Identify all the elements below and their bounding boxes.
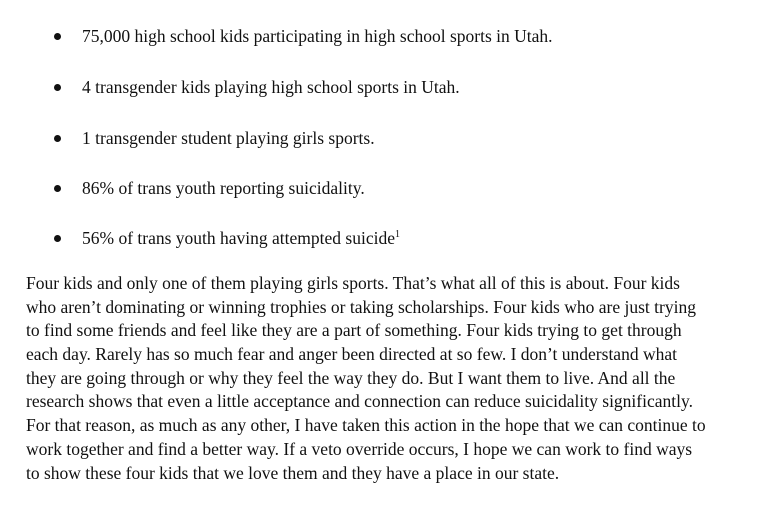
bullet-icon	[54, 235, 61, 242]
list-item	[0, 226, 772, 250]
footnote-reference: 1	[394, 229, 400, 241]
list-item	[0, 176, 772, 200]
list-item-text: 1 transgender student playing girls sports.	[82, 128, 375, 148]
paragraph-line: to find some friends and feel like they are a part of something. Four kids trying to get through	[26, 320, 682, 341]
paragraph-line: Four kids and only one of them playing girls sports. That’s what all of this is about. Four kids	[26, 273, 680, 293]
list-item-text: 4 transgender kids playing high school sports in Utah.	[82, 77, 460, 97]
list-item-text-main: 56% of trans youth having attempted suicide	[82, 228, 395, 248]
list-item	[0, 24, 772, 48]
paragraph-line: For that reason, as much as any other, I have taken this action in the hope that we can continue to	[26, 415, 706, 436]
paragraph-line: research shows that even a little acceptance and connection can reduce suicidality significantly.	[26, 391, 693, 412]
bullet-icon	[54, 84, 61, 91]
list-item	[0, 126, 772, 150]
list-item-text	[82, 226, 400, 250]
body-paragraph	[26, 272, 766, 485]
list-item-text: 86% of trans youth reporting suicidality.	[82, 178, 365, 198]
paragraph-line: who aren’t dominating or winning trophies or taking scholarships. Four kids who are just trying	[26, 296, 696, 317]
paragraph-line: they are going through or why they feel the way they do. But I want them to live. And all the	[26, 367, 676, 388]
paragraph-line: work together and find a better way. If a veto override occurs, I hope we can work to find ways	[26, 438, 693, 459]
paragraph-line: to show these four kids that we love them and they have a place in our state.	[26, 462, 560, 483]
bullet-icon	[54, 33, 61, 40]
paragraph-line: each day. Rarely has so much fear and anger been directed at so few. I don’t understand what	[26, 344, 677, 365]
list-item-text: 75,000 high school kids participating in high school sports in Utah.	[82, 26, 553, 46]
list-item	[0, 75, 772, 99]
bullet-icon	[54, 135, 61, 142]
bullet-icon	[54, 185, 61, 192]
